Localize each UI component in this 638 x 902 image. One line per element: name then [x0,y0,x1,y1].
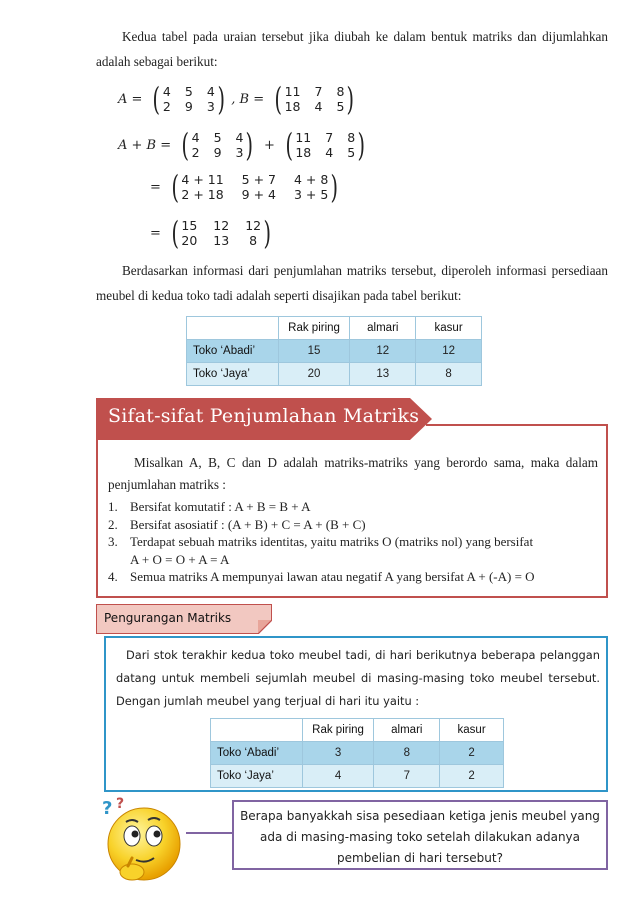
matrix-cell: 3 [206,99,215,114]
matrix-b-label: , B = [231,91,265,107]
intro-paragraph: Kedua tabel pada uraian tersebut jika diubah ke dalam bentuk matriks dan dijumlahkan adalah sebagai berikut: [96,29,608,69]
matrix-a-grid [163,84,215,114]
svg-text:?: ? [116,796,125,812]
matrix-cell: 18 [284,99,301,114]
table-cell: 12 [416,340,482,363]
table-header-row [211,719,504,742]
matrix-cell: 12 [213,218,230,233]
sum-label: A + B = [118,137,172,153]
inventory-table [186,316,482,386]
matrix-cell: 5 [184,84,193,99]
matrix-a: ( 4 5 4 2 9 3 ) [181,126,254,164]
matrix-cell: 5 [347,145,356,160]
equals-sign: = [150,225,161,241]
tag-fold-corner [258,620,272,634]
matrix-cell: 11 [295,130,312,145]
list-item: 3. Terdapat sebuah matriks identitas, yaitu matriks O (matriks nol) yang bersifat A + O = O + A = A [108,534,534,567]
matrix-cell: 12 [245,218,262,233]
matrix-result: ( 15 12 12 20 13 8 ) [171,214,272,252]
table-cell: 2 [440,765,504,788]
properties-list [108,498,598,586]
properties-box-top-border [426,424,608,426]
matrix-b-grid [285,84,345,114]
matrix-a-grid [192,130,244,160]
matrix-cell: 8 [347,130,356,145]
matrix-result-row [150,214,276,252]
table-cell: 2 [440,742,504,765]
table-header-cell: kasur [416,317,482,340]
matrix-cell: 4 + 11 [181,172,224,187]
row-label: Toko ‘Jaya’ [211,765,303,788]
list-item: 4. Semua matriks A mempunyai lawan atau negatif A yang bersifat A + (-A) = O [108,569,535,584]
matrix-cell: 13 [213,233,230,248]
matrix-cell: 4 [206,84,215,99]
matrix-cell: 15 [181,218,198,233]
list-item: 1. Bersifat komutatif : A + B = B + A [108,499,311,514]
matrix-cell: 8 [249,233,258,248]
matrix-a: ( 4 5 4 2 9 3 ) [152,80,225,118]
conclusion-paragraph: Berdasarkan informasi dari penjumlahan matriks tersebut, diperoleh informasi persediaan meubel di kedua toko tadi adalah seperti disajikan pada tabel berikut: [96,263,608,303]
matrix-cell: 9 [184,99,193,114]
sales-table [210,718,504,788]
matrix-cell: 4 [235,130,244,145]
matrix-result-grid [181,218,261,248]
matrix-cell: 18 [295,145,312,160]
table-cell: 4 [302,765,374,788]
matrix-cell: 9 [213,145,222,160]
subtraction-paragraph: Dari stok terakhir kedua toko meubel tadi, di hari berikutnya beberapa pelanggan datang untuk membeli sejumlah meubel di masing-masing toko meubel tersebut. Dengan jumlah meubel yang terjual di hari itu yaitu : [116,648,600,708]
matrix-b: ( 11 7 8 18 4 5 ) [285,126,366,164]
table-row [211,765,504,788]
matrix-cell: 4 + 8 [294,172,329,187]
table-cell: 12 [350,340,416,363]
matrix-cell: 8 [336,84,345,99]
table-cell: 3 [302,742,374,765]
row-label: Toko ‘Abadi’ [211,742,303,765]
list-item: 2. Bersifat asosiatif : (A + B) + C = A + (B + C) [108,516,366,532]
matrix-cell: 5 [336,99,345,114]
matrix-a-label: A = [118,91,143,107]
matrix-cell: 20 [181,233,198,248]
matrix-cell: 4 [325,145,334,160]
table-header-cell: kasur [440,719,504,742]
subtraction-title: Pengurangan Matriks [104,611,232,625]
svg-text:?: ? [102,798,113,819]
matrix-cell: 11 [284,84,301,99]
matrix-cell: 4 [314,99,323,114]
matrix-cell: 4 [191,130,200,145]
table-header-cell [211,719,303,742]
table-cell: 15 [278,340,350,363]
matrix-cell: 2 [162,99,171,114]
table-row [187,363,482,386]
matrix-cell: 4 [162,84,171,99]
equals-sign: = [150,179,161,195]
matrix-expanded-grid [181,172,328,202]
table-cell: 7 [374,765,440,788]
matrix-cell: 7 [325,130,334,145]
question-connector [186,832,234,834]
matrix-cell: 3 + 5 [294,187,329,202]
plus-sign: + [263,137,275,153]
matrix-cell: 9 + 4 [241,187,276,202]
matrix-expanded-row [150,168,343,206]
table-row [187,340,482,363]
table-header-cell: Rak piring [302,719,374,742]
matrix-definition-row [118,80,359,118]
properties-intro: Misalkan A, B, C dan D adalah matriks-matriks yang berordo sama, maka dalam penjumlahan matriks : [108,455,598,492]
matrix-cell: 3 [235,145,244,160]
properties-title: Sifat-sifat Penjumlahan Matriks [108,405,420,427]
matrix-sum-row [118,126,370,164]
row-label: Toko ‘Abadi’ [187,340,279,363]
table-cell: 8 [374,742,440,765]
matrix-cell: 2 + 18 [181,187,224,202]
table-cell: 13 [350,363,416,386]
matrix-cell: 5 [213,130,222,145]
matrix-cell: 5 + 7 [241,172,276,187]
table-header-cell: almari [350,317,416,340]
matrix-b: ( 11 7 8 18 4 5 ) [274,80,355,118]
table-header-cell [187,317,279,340]
table-cell: 8 [416,363,482,386]
table-cell: 20 [278,363,350,386]
matrix-b-grid [295,130,355,160]
matrix-cell: 7 [314,84,323,99]
question-text: Berapa banyakkah sisa pesediaan ketiga jenis meubel yang ada di masing-masing toko setelah dilakukan adanya pembelian di hari tersebut? [240,809,600,865]
thinking-smiley-icon [92,792,196,896]
matrix-cell: 2 [191,145,200,160]
matrix-expanded: ( 4 + 11 5 + 7 4 + 8 2 + 18 9 + 4 3 + 5 ) [171,168,339,206]
table-header-cell: Rak piring [278,317,350,340]
table-row [211,742,504,765]
table-header-row [187,317,482,340]
row-label: Toko ‘Jaya’ [187,363,279,386]
table-header-cell: almari [374,719,440,742]
